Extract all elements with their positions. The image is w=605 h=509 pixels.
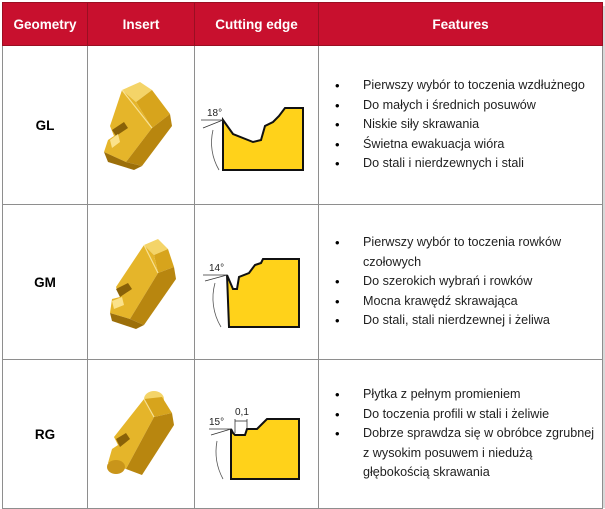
insert-image-gm <box>88 205 195 360</box>
geometry-table <box>2 2 603 509</box>
insert-image-gl <box>88 46 195 205</box>
insert-gm-graphic <box>96 227 186 337</box>
rake-angle-label: 15° <box>208 417 224 428</box>
header-cutting-edge: Cutting edge <box>195 3 319 46</box>
feature-item: • Do stali, stali nierdzewnej i żeliwa <box>335 311 602 331</box>
geometry-code: GM <box>3 205 88 360</box>
header-features: Features <box>319 3 603 46</box>
feature-item: • Mocna krawędź skrawająca <box>335 292 602 312</box>
insert-gl-graphic <box>96 70 186 180</box>
insert-rg-graphic <box>96 379 186 489</box>
features-list <box>319 76 602 174</box>
cutting-edge-rg <box>195 360 319 509</box>
table-row-gl <box>3 46 603 205</box>
insert-image-rg <box>88 360 195 509</box>
feature-item: • Dobrze sprawdza się w obróbce zgrubnej z wysokim posuwem i niedużą głębokością skrawania <box>335 424 602 483</box>
feature-item: • Świetna ewakuacja wióra <box>335 135 602 155</box>
rake-angle-label: 14° <box>208 263 224 274</box>
feature-item: • Do szerokich wybrań i rowków <box>335 272 602 292</box>
header-insert: Insert <box>88 3 195 46</box>
feature-item: • Do małych i średnich posuwów <box>335 96 602 116</box>
features-cell-gl <box>319 46 603 205</box>
cutting-edge-gl <box>195 46 319 205</box>
edge-profile-rg <box>199 379 315 489</box>
cutting-edge-gm <box>195 205 319 360</box>
features-cell-rg <box>319 360 603 509</box>
features-list <box>319 233 602 331</box>
feature-item: • Do stali i nierdzewnych i stali <box>335 154 602 174</box>
land-width-label: 0,1 <box>234 407 249 418</box>
features-cell-gm <box>319 205 603 360</box>
header-geometry: Geometry <box>3 3 88 46</box>
geometry-code: GL <box>3 46 88 205</box>
feature-item: • Pierwszy wybór to toczenia rowków czołowych <box>335 233 602 272</box>
edge-profile-gl <box>199 70 315 180</box>
feature-item: • Płytka z pełnym promieniem <box>335 385 602 405</box>
table-row-rg <box>3 360 603 509</box>
table-row-gm <box>3 205 603 360</box>
feature-item: • Niskie siły skrawania <box>335 115 602 135</box>
edge-profile-gm <box>199 227 315 337</box>
feature-item: • Do toczenia profili w stali i żeliwie <box>335 405 602 425</box>
header-row <box>3 3 603 46</box>
rake-angle-label: 18° <box>206 108 222 119</box>
feature-item: • Pierwszy wybór to toczenia wzdłużnego <box>335 76 602 96</box>
geometry-code: RG <box>3 360 88 509</box>
features-list <box>319 385 602 483</box>
